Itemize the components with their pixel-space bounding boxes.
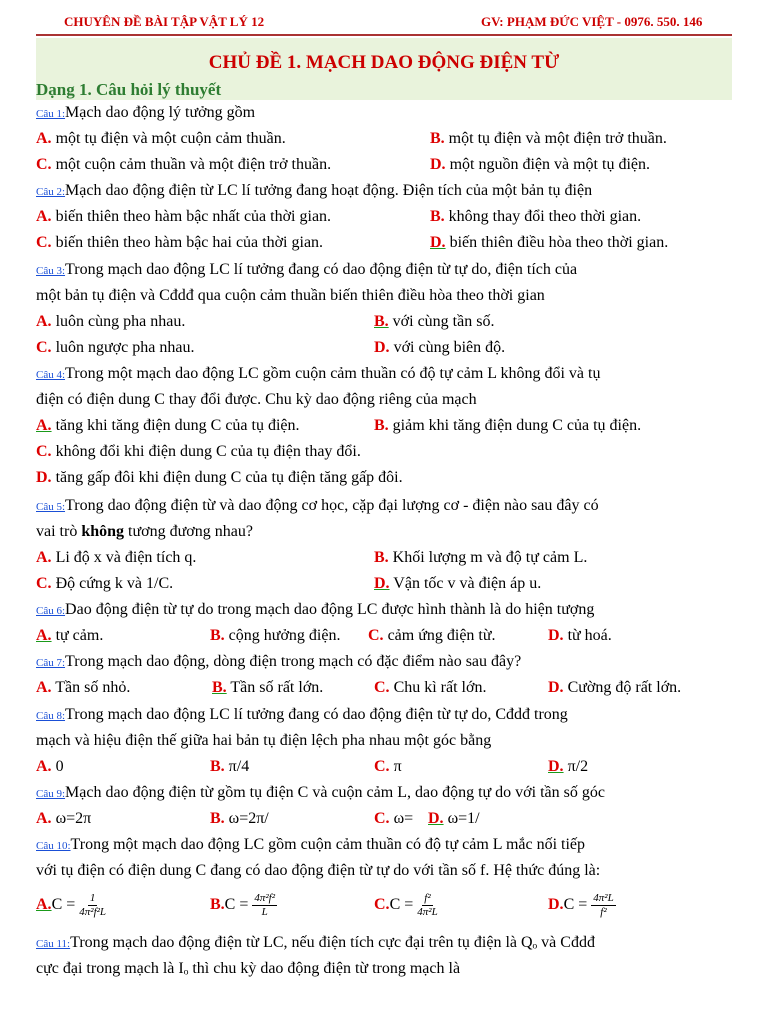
- question-10-cont: với tụ điện có điện dung C đang có dao động điện từ tự do với tần số f. Hệ thức đúng là:: [36, 862, 601, 879]
- question-8-cont: mạch và hiệu điện thế giữa hai bản tụ điện lệch pha nhau một góc bằng: [36, 732, 492, 749]
- option-a: [36, 892, 106, 919]
- option-c: [36, 575, 173, 593]
- option-d: [548, 758, 588, 776]
- question-label: Câu 11:: [36, 938, 71, 950]
- letter-d: D.: [430, 156, 446, 173]
- letter-a: A.: [36, 130, 52, 147]
- option-c: [368, 627, 496, 645]
- option-text: từ hoá.: [567, 627, 612, 644]
- option-text: cảm ứng điện từ.: [387, 627, 496, 644]
- letter-d: D.: [548, 679, 564, 696]
- question-11-cont: cực đại trong mạch là Iₒ thì chu kỳ dao động điện từ trong mạch là: [36, 960, 461, 977]
- option-d: [428, 810, 480, 828]
- option-text: tự cảm.: [55, 627, 104, 644]
- option-text: tăng gấp đôi khi điện dung C của tụ điện tăng gấp đôi.: [55, 469, 403, 486]
- option-b: [210, 627, 340, 645]
- question-3-cont: một bản tụ điện và Cđdđ qua cuộn cảm thuần biến thiên điều hòa theo thời gian: [36, 287, 545, 304]
- numerator: 4π²L: [593, 892, 614, 904]
- letter-c: C.: [36, 575, 52, 592]
- question-text: Trong mạch dao động điện từ LC, nếu điện tích cực đại trên tụ điện là Qₒ và Cđdđ: [70, 934, 595, 951]
- option-text: 0: [55, 758, 64, 775]
- option-d: [36, 469, 403, 487]
- option-text: biến thiên theo hàm bậc nhất của thời gian.: [55, 208, 332, 225]
- option-d: [430, 156, 650, 174]
- letter-a: A.: [36, 313, 52, 330]
- letter-a: A.: [36, 758, 52, 775]
- question-text: Dao động điện từ tự do trong mạch dao động LC được hình thành là do hiện tượng: [65, 601, 595, 618]
- denominator: 4π²L: [417, 906, 438, 918]
- question-text: Mạch dao động lý tưởng gồm: [65, 104, 256, 121]
- header-right: GV: PHẠM ĐỨC VIỆT - 0976. 550. 146: [481, 14, 703, 29]
- question-text: Mạch dao động điện từ gồm tụ điện C và cuộn cảm L, dao động tự do với tần số góc: [65, 784, 605, 801]
- question-5: [36, 497, 599, 515]
- letter-c: C.: [36, 339, 52, 356]
- numerator: 4π²f²: [254, 892, 276, 904]
- equation-lhs: C =: [51, 896, 76, 914]
- question-4-cont: điện có điện dung C thay đổi được. Chu kỳ dao động riêng của mạch: [36, 391, 477, 408]
- option-text: Tần số nhỏ.: [55, 679, 131, 696]
- letter-d: D.: [548, 627, 564, 644]
- question-11: [36, 934, 595, 952]
- option-text: biến thiên điều hòa theo thời gian.: [449, 234, 669, 251]
- option-text: một cuộn cảm thuần và một điện trở thuần.: [55, 156, 332, 173]
- option-text: một nguồn điện và một tụ điện.: [449, 156, 650, 173]
- option-text: giảm khi tăng điện dung C của tụ điện.: [392, 417, 642, 434]
- option-a: [36, 313, 185, 331]
- letter-b: B.: [210, 810, 225, 827]
- letter-b: B.: [374, 313, 389, 330]
- option-b: [430, 130, 667, 148]
- option-text: cộng hưởng điện.: [228, 627, 341, 644]
- option-a: [36, 208, 331, 226]
- question-5-cont: [36, 523, 253, 541]
- question-label: Câu 4:: [36, 369, 66, 381]
- option-text: Khối lượng m và độ tự cảm L.: [392, 549, 588, 566]
- option-d: [548, 627, 612, 645]
- letter-a: A.: [36, 679, 52, 696]
- option-text: π/2: [567, 758, 589, 775]
- option-a: [36, 549, 196, 567]
- question-label: Câu 6:: [36, 605, 66, 617]
- option-text: không thay đổi theo thời gian.: [448, 208, 642, 225]
- equation-lhs: C =: [389, 896, 414, 914]
- option-c: [374, 758, 402, 776]
- question-text: Trong dao động điện từ và dao động cơ học, cặp đại lượng cơ - điện nào sau đây có: [65, 497, 599, 514]
- option-text: π/4: [228, 758, 250, 775]
- question-3: [36, 261, 577, 279]
- question-label: Câu 10:: [36, 840, 71, 852]
- question-label: Câu 5:: [36, 501, 66, 513]
- question-8: [36, 706, 568, 724]
- bold-text: không: [81, 523, 125, 540]
- option-text: Chu kì rất lớn.: [393, 679, 487, 696]
- numerator: 1: [89, 892, 96, 904]
- letter-b: B.: [212, 679, 227, 696]
- option-c: [374, 810, 413, 828]
- fraction: [79, 892, 106, 919]
- section-subtitle: Dạng 1. Câu hỏi lý thuyết: [36, 80, 222, 99]
- option-text: ω=2π/: [228, 810, 269, 827]
- option-d: [548, 679, 681, 697]
- option-text: ω=1/: [447, 810, 480, 827]
- option-b: [374, 313, 494, 331]
- option-text: Tần số rất lớn.: [230, 679, 324, 696]
- option-b: [212, 679, 323, 697]
- letter-c: C.: [374, 896, 390, 914]
- letter-d: D.: [548, 896, 564, 914]
- letter-c: C.: [374, 758, 390, 775]
- option-c: [36, 156, 331, 174]
- letter-c: C.: [368, 627, 384, 644]
- option-text: ω=2π: [55, 810, 92, 827]
- question-label: Câu 8:: [36, 710, 66, 722]
- question-6: [36, 601, 594, 619]
- letter-a: A.: [36, 549, 52, 566]
- option-d: [548, 892, 616, 919]
- letter-b: B.: [430, 208, 445, 225]
- question-7: [36, 653, 521, 671]
- letter-a: A.: [36, 208, 52, 225]
- question-9: [36, 784, 605, 802]
- option-a: [36, 758, 64, 776]
- option-a: [36, 417, 300, 435]
- fraction: [591, 892, 615, 919]
- letter-d: D.: [36, 469, 52, 486]
- letter-d: D.: [428, 810, 444, 827]
- question-10: [36, 836, 585, 854]
- option-a: [36, 810, 91, 828]
- option-b: [374, 417, 641, 435]
- option-d: [430, 234, 668, 252]
- letter-b: B.: [210, 758, 225, 775]
- denominator: L: [261, 906, 268, 918]
- option-text: Li độ x và điện tích q.: [55, 549, 197, 566]
- question-text: Trong một mạch dao động LC gồm cuộn cảm thuần có độ tự cảm L mắc nối tiếp: [70, 836, 586, 853]
- question-2: [36, 182, 592, 200]
- letter-b: B.: [430, 130, 445, 147]
- option-b: [210, 892, 277, 919]
- equation-lhs: C =: [224, 896, 249, 914]
- option-text: Cường độ rất lớn.: [567, 679, 682, 696]
- option-text: Độ cứng k và 1/C.: [55, 575, 174, 592]
- letter-b: B.: [374, 549, 389, 566]
- denominator: f²: [600, 906, 607, 918]
- text: tương đương nhau?: [124, 523, 253, 540]
- question-text: Trong mạch dao động LC lí tưởng đang có dao động điện từ tự do, Cđdđ trong: [65, 706, 568, 723]
- question-text: Mạch dao động điện từ LC lí tưởng đang hoạt động. Điện tích của một bản tụ điện: [65, 182, 593, 199]
- question-1: [36, 104, 255, 122]
- letter-a: A.: [36, 896, 52, 914]
- letter-c: C.: [36, 234, 52, 251]
- option-text: với cùng biên độ.: [393, 339, 506, 356]
- option-text: một tụ điện và một điện trở thuần.: [448, 130, 667, 147]
- option-text: Vận tốc v và điện áp u.: [393, 575, 542, 592]
- letter-c: C.: [374, 679, 390, 696]
- option-text: luôn cùng pha nhau.: [55, 313, 186, 330]
- letter-c: C.: [374, 810, 390, 827]
- option-d: [374, 339, 505, 357]
- option-text: luôn ngược pha nhau.: [55, 339, 195, 356]
- letter-b: B.: [210, 896, 225, 914]
- question-text: Trong mạch dao động, dòng điện trong mạch có đặc điểm nào sau đây?: [65, 653, 522, 670]
- letter-c: C.: [36, 443, 52, 460]
- option-c: [36, 339, 194, 357]
- option-d: [374, 575, 541, 593]
- letter-d: D.: [430, 234, 446, 251]
- option-text: với cùng tần số.: [392, 313, 495, 330]
- letter-a: A.: [36, 417, 52, 434]
- text: vai trò: [36, 523, 82, 540]
- option-a: [36, 679, 130, 697]
- option-a: [36, 130, 286, 148]
- question-label: Câu 7:: [36, 657, 66, 669]
- letter-c: C.: [36, 156, 52, 173]
- option-text: π: [393, 758, 402, 775]
- option-b: [374, 549, 587, 567]
- numerator: f²: [424, 892, 431, 904]
- option-c: [36, 234, 323, 252]
- page-title: CHỦ ĐỀ 1. MẠCH DAO ĐỘNG ĐIỆN TỪ: [208, 52, 560, 73]
- letter-a: A.: [36, 810, 52, 827]
- option-text: biến thiên theo hàm bậc hai của thời gian.: [55, 234, 324, 251]
- question-text: Trong một mạch dao động LC gồm cuộn cảm thuần có độ tự cảm L không đổi và tụ: [65, 365, 601, 382]
- page-header: [36, 14, 732, 36]
- question-text: Trong mạch dao động LC lí tưởng đang có dao động điện từ tự do, điện tích của: [65, 261, 578, 278]
- question-label: Câu 2:: [36, 186, 66, 198]
- letter-a: A.: [36, 627, 52, 644]
- equation-lhs: C =: [563, 896, 588, 914]
- option-b: [210, 810, 269, 828]
- option-b: [210, 758, 249, 776]
- option-c: [374, 892, 438, 919]
- fraction: [252, 892, 277, 919]
- question-label: Câu 9:: [36, 788, 66, 800]
- letter-b: B.: [210, 627, 225, 644]
- letter-d: D.: [548, 758, 564, 775]
- fraction: [417, 892, 437, 919]
- question-label: Câu 1:: [36, 108, 66, 120]
- option-a: [36, 627, 103, 645]
- letter-b: B.: [374, 417, 389, 434]
- option-text: không đổi khi điện dung C của tụ điện thay đổi.: [55, 443, 361, 460]
- option-text: một tụ điện và một cuộn cảm thuần.: [55, 130, 286, 147]
- option-c: [374, 679, 486, 697]
- option-text: tăng khi tăng điện dung C của tụ điện.: [55, 417, 300, 434]
- header-left: CHUYÊN ĐỀ BÀI TẬP VẬT LÝ 12: [64, 14, 265, 29]
- letter-d: D.: [374, 339, 390, 356]
- question-4: [36, 365, 600, 383]
- option-c: [36, 443, 361, 461]
- question-label: Câu 3:: [36, 265, 66, 277]
- option-b: [430, 208, 641, 226]
- denominator: 4π²f²L: [79, 906, 107, 918]
- letter-d: D.: [374, 575, 390, 592]
- option-text: ω=: [393, 810, 414, 827]
